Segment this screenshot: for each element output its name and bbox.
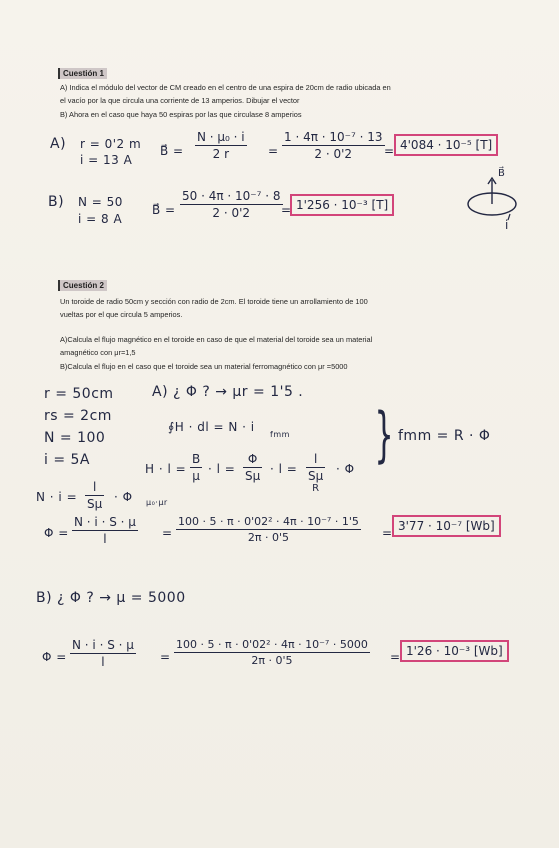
q2-ni-frac-den: Sμ <box>87 497 103 511</box>
q1-a-formula-num: N · μ₀ · i <box>197 130 245 144</box>
q2-b-phi-lhs: Φ = <box>42 650 67 664</box>
q2-frac-mu-den: μ <box>192 469 200 483</box>
q2-circulation-law: ∮H · dl = N · i <box>168 420 255 434</box>
q2-text-a-line2: amagnético con μr=1,5 <box>60 348 136 357</box>
q2-frac-B-num: B <box>192 452 201 466</box>
q1-a-subst-num: 1 · 4π · 10⁻⁷ · 13 <box>284 130 383 144</box>
q2-b-formula-num: N · i · S · μ <box>72 638 134 652</box>
q2-frac-l-Smu-2 <box>85 480 104 511</box>
q1-b-current: i = 8 A <box>78 212 123 226</box>
q2-b-substitution <box>174 638 370 667</box>
fraction-bar <box>195 145 247 146</box>
q2-frac-l-num: l <box>313 452 318 466</box>
q2-Hl-mid: · l = <box>208 462 236 476</box>
q2-Ni-lhs: N · i = <box>36 490 78 504</box>
q2-b-equals: = <box>160 650 171 664</box>
q2-intro-line1: Un toroide de radio 50cm y sección con radio de 2cm. El toroide tiene un arrollamiento de 100 <box>60 297 368 306</box>
q2-phi-formula <box>72 515 138 546</box>
q2-b-question: B) ¿ Φ ? → μ = 5000 <box>36 590 186 606</box>
fraction-bar <box>174 652 370 653</box>
fraction-bar <box>70 653 136 654</box>
q2-data-radius: r = 50cm <box>44 386 114 402</box>
q2-Ni-phi: · Φ <box>114 490 133 504</box>
q2-frac-B-mu <box>190 452 202 483</box>
q2-b-formula <box>70 638 136 669</box>
q2-Hl-mid2: · l = <box>270 462 298 476</box>
q1-label: Cuestión 1 <box>58 68 107 79</box>
q1-a-substitution <box>282 130 385 161</box>
q2-a-result-box: 3'77 · 10⁻⁷ [Wb] <box>392 515 501 537</box>
q2-b-equals-2: = <box>390 650 401 664</box>
q2-data-current: i = 5A <box>44 452 91 468</box>
q2-data-section-radius: rs = 2cm <box>44 408 112 424</box>
q2-phi-lhs: Φ = <box>44 526 69 540</box>
q2-phi-formula-den: l <box>103 532 107 546</box>
q1-text-b: B) Ahora en el caso que haya 50 espiras por las que circulase 8 amperios <box>60 110 302 119</box>
q2-circulation-note: fmm <box>270 430 290 439</box>
q1-a-formula-den: 2 r <box>212 147 230 161</box>
q1-a-subst-den: 2 · 0'2 <box>314 147 353 161</box>
q2-Hl-phi: · Φ <box>336 462 355 476</box>
q1-b-subst-den: 2 · 0'2 <box>212 206 251 220</box>
q2-text-a-line1: A)Calcula el flujo magnético en el toroide en caso de que el material del toroide sea un material <box>60 335 373 344</box>
q2-frac-phi-num: Φ <box>247 452 258 466</box>
q2-frac-Smu2-den: Sμ <box>308 469 324 483</box>
fraction-bar <box>306 467 325 468</box>
q1-a-radius: r = 0'2 m <box>80 137 142 151</box>
right-brace: } <box>374 400 394 470</box>
q1-b-B-lhs: B⃗ = <box>152 203 176 217</box>
q1-a-formula <box>195 130 247 161</box>
q1-b-result-box: 1'256 · 10⁻³ [T] <box>290 194 394 216</box>
q2-intro-line2: vueltas por el que circula 5 amperios. <box>60 310 183 319</box>
q2-phi-equals: = <box>162 526 173 540</box>
q1-b-subst-num: 50 · 4π · 10⁻⁷ · 8 <box>182 189 281 203</box>
q2-b-formula-den: l <box>101 655 105 669</box>
q1-text-a-line1: A) Indica el módulo del vector de CM creado en el centro de una espira de 20cm de radio ubicada en <box>60 83 391 92</box>
q1-a-tag: A) <box>50 136 67 152</box>
fraction-bar <box>282 145 385 146</box>
q1-a-equals-2: = <box>384 144 395 158</box>
q2-frac-l-Smu <box>306 452 325 494</box>
q2-mmf-equation: fmm = R · Φ <box>398 428 491 444</box>
q2-label: Cuestión 2 <box>58 280 107 291</box>
q1-a-result-box: 4'084 · 10⁻⁵ [T] <box>394 134 498 156</box>
q2-frac-Smu-den: Sμ <box>245 469 261 483</box>
q2-phi-subst-num: 100 · 5 · π · 0'02² · 4π · 10⁻⁷ · 1'5 <box>178 515 359 528</box>
fraction-bar <box>180 204 283 205</box>
fraction-bar <box>85 495 104 496</box>
q1-a-equals: = <box>268 144 279 158</box>
current-loop-diagram <box>460 168 530 233</box>
q2-phi-equals-2: = <box>382 526 393 540</box>
fraction-bar <box>190 467 202 468</box>
fraction-bar <box>72 530 138 531</box>
q2-b-subst-den: 2π · 0'5 <box>251 654 293 667</box>
q2-a-question: A) ¿ Φ ? → μr = 1'5 . <box>152 384 304 400</box>
q1-b-tag: B) <box>48 194 65 210</box>
q2-phi-formula-num: N · i · S · μ <box>74 515 136 529</box>
q1-b-equals: = <box>281 203 292 217</box>
q1-text-a-line2: el vacío por la que circula una corriente de 13 amperios. Dibujar el vector <box>60 96 300 105</box>
diagram-i-label: i <box>505 218 509 232</box>
q2-phi-subst-den: 2π · 0'5 <box>247 531 289 544</box>
q2-ni-frac-num: l <box>92 480 97 494</box>
diagram-B-label: B⃗ <box>498 168 506 179</box>
q1-a-B-lhs: B⃗ = <box>160 144 184 158</box>
q2-Hl-lhs: H · l = <box>145 462 187 476</box>
q2-mu-note: μ₀·μr <box>146 498 168 507</box>
q2-data-turns: N = 100 <box>44 430 106 446</box>
q2-phi-substitution <box>176 515 361 544</box>
q1-a-current: i = 13 A <box>80 153 133 167</box>
q2-frac-phi-Smu <box>243 452 262 483</box>
fraction-bar <box>176 529 361 530</box>
q1-b-substitution <box>180 189 283 220</box>
q1-b-turns: N = 50 <box>78 195 123 209</box>
q2-text-b: B)Calcula el flujo en el caso que el toroide sea un material ferromagnético con μr =5000 <box>60 362 348 371</box>
q2-b-result-box: 1'26 · 10⁻³ [Wb] <box>400 640 509 662</box>
q2-reluctance-label: R <box>312 483 320 494</box>
q2-b-subst-num: 100 · 5 · π · 0'02² · 4π · 10⁻⁷ · 5000 <box>176 638 368 651</box>
fraction-bar <box>243 467 262 468</box>
